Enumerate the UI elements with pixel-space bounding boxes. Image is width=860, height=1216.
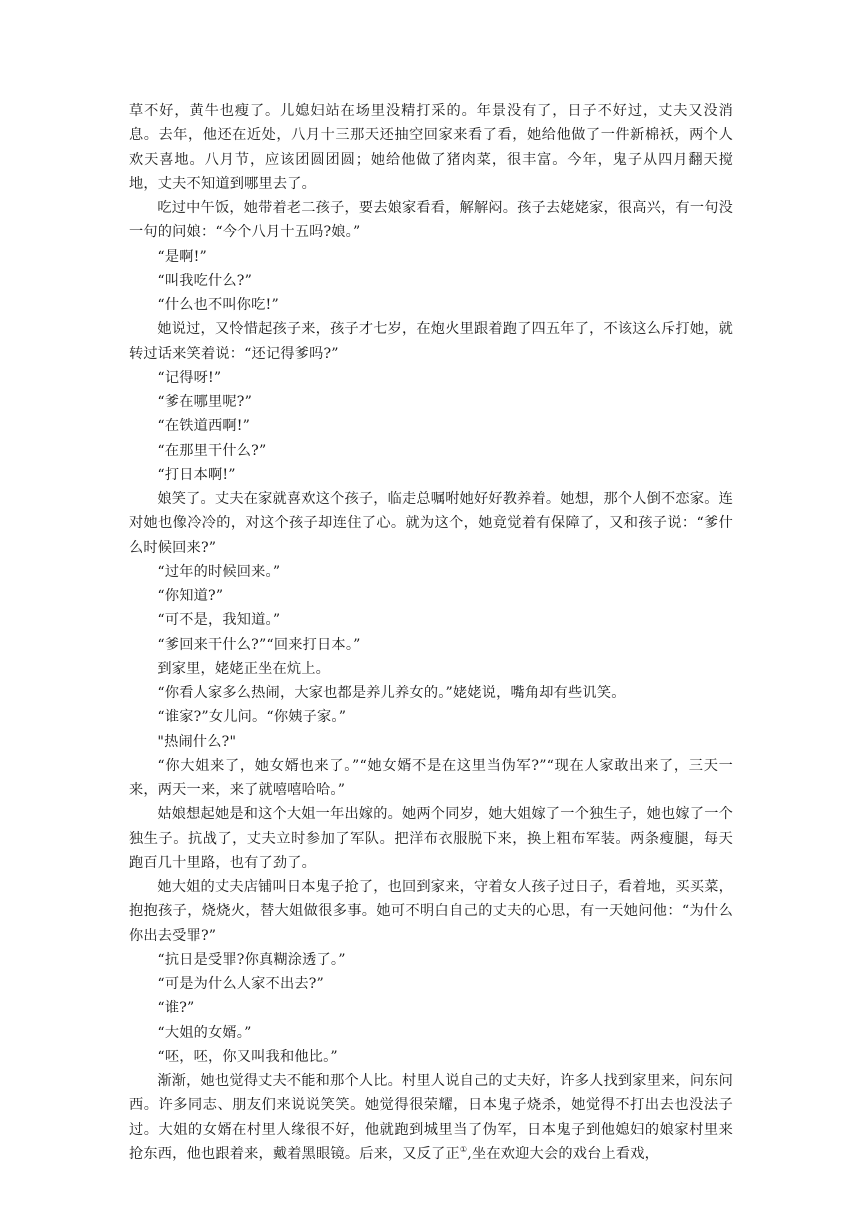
dialogue-line: “抗日是受罪?你真糊涂透了。” xyxy=(157,951,346,968)
paragraph: 到家里，姥姥正坐在炕上。 xyxy=(157,660,331,677)
paragraph: “你看人家多么热闹，大家也都是养儿养女的。”姥姥说，嘴角却有些讥笑。 xyxy=(157,685,626,701)
dialogue-line: "热闹什么?" xyxy=(157,733,237,750)
paragraph: 娘笑了。丈夫在家就喜欢这个孩子，临走总嘱咐她好好教养着。她想，那个人倒不恋家。连对她也像冷冷的，对这个孩子却连住了心。就为这个，她竟觉着有保障了，又和孩子说：“爹什么时候回来?” xyxy=(129,491,733,556)
dialogue-line: “可是为什么人家不出去?” xyxy=(157,976,324,992)
dialogue-line: “谁?” xyxy=(157,1000,195,1017)
dialogue-line: “在那里干什么?” xyxy=(157,442,267,459)
paragraph-tail: ,坐在欢迎大会的戏台上看戏， xyxy=(467,1145,660,1162)
dialogue-line: “记得呀!” xyxy=(157,369,222,386)
paragraph-text: 渐渐，她也觉得丈夫不能和那个人比。村里人说自己的丈夫好，许多人找到家里来，问东问西。许多同志、朋友们来说说笑笑。她觉得很荣耀，日本鬼子烧杀，她觉得不打出去也没法子过。大姐的女婿在村里人缘很不好，他就跑到城里当了伪军，日本鬼子到他媳妇的娘家村里来抢东西，他也跟着来，戴着黑眼镜。后来，又反了正 xyxy=(129,1073,733,1162)
paragraph: 姑娘想起她是和这个大姐一年出嫁的。她两个同岁，她大姐嫁了一个独生子，她也嫁了一个独生子。抗战了，丈夫立时参加了军队。把洋布衣服脱下来，换上粗布军装。两条瘦腿，每天跑百几十里路，也有了劲了。 xyxy=(129,806,733,871)
paragraph: “你大姐来了，她女婿也来了。”“她女婿不是在这里当伪军?”“现在人家敢出来了，三天一来，两天一来，来了就嘻嘻哈哈。” xyxy=(129,757,733,798)
dialogue-line: “爹在哪里呢?” xyxy=(157,394,253,410)
dialogue-line: “大姐的女婿。” xyxy=(157,1024,252,1041)
paragraph: 草不好，黄牛也瘦了。儿媳妇站在场里没精打采的。年景没有了，日子不好过，丈夫又没消息。去年，他还在近处，八月十三那天还抽空回家来看了看，她给他做了一件新棉袄，两个人欢天喜地。八月节，应该团圆团圆；她给他做了猪肉菜，很丰富。今年，鬼子从四月翻天搅地，丈夫不知道到哪里去了。 xyxy=(129,103,733,192)
document-body xyxy=(129,99,733,1166)
footnote-marker: ① xyxy=(459,1144,468,1154)
paragraph: 吃过中午饭，她带着老二孩子，要去娘家看看，解解闷。孩子去姥姥家，很高兴，有一句没一句的问娘：“今个八月十五吗?娘。” xyxy=(129,200,733,241)
dialogue-line: “爹回来干什么?”“回来打日本。” xyxy=(157,636,361,653)
paragraph: 她大姐的丈夫店铺叫日本鬼子抢了，也回到家来，守着女人孩子过日子，看着地，买买菜，抱抱孩子，烧烧火，替大姐做很多事。她可不明白自己的丈夫的心思，有一天她问他：“为什么你出去受罪?” xyxy=(129,879,733,944)
dialogue-line: “什么也不叫你吃!” xyxy=(157,297,279,313)
dialogue-line: “是啊!” xyxy=(157,248,207,265)
dialogue-line: “过年的时候回来。” xyxy=(157,563,281,580)
dialogue-line: “打日本啊!” xyxy=(157,466,236,483)
paragraph: 她说过，又怜惜起孩子来，孩子才七岁，在炮火里跟着跑了四五年了，不该这么斥打她，就转过话来笑着说：“还记得爹吗?” xyxy=(129,321,733,362)
dialogue-line: “在铁道西啊!” xyxy=(157,418,251,435)
dialogue-line: “你知道?” xyxy=(157,588,224,604)
dialogue-line: “呸，呸，你又叫我和他比。” xyxy=(157,1048,338,1065)
dialogue-line: “可不是，我知道。” xyxy=(157,612,281,629)
dialogue-line: “谁家?”女儿问。“你姨子家。” xyxy=(157,709,347,726)
dialogue-line: “叫我吃什么?” xyxy=(157,272,253,289)
paragraph-last xyxy=(129,1069,733,1166)
